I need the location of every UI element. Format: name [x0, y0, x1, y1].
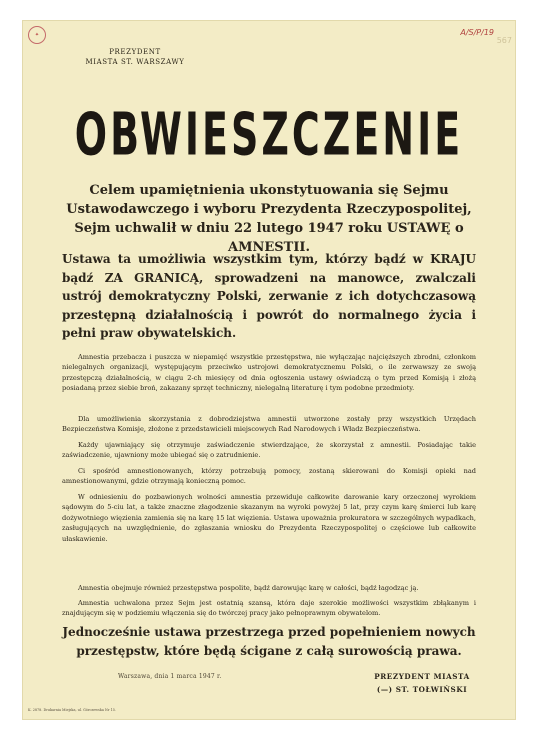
archive-stamp-icon: ✦ [28, 26, 46, 44]
body-paragraph-1: Amnestia przebacza i puszcza w niepamięć wszystkie przestępstwa, nie wyłączając najcięższych zbrodni, członkom nielegalnych organizacji, występującym przeciwko ustrojowi demokratycznemu Polski, o ile zerwawszy ze swoją przestępczą działalnością, w ciągu 2-ch miesięcy od dnia ogłoszenia ustawy oświadczą o tym przed Komisją i złożą posiadaną przez siebie broń, zakazany sprzęt techniczny, nielegalną literaturę i tym podobne przedmioty. [62, 353, 476, 393]
body-paragraph-4: Ci spośród amnestionowanych, którzy potrzebują pomocy, zostaną skierowani do Komisji opieki nad amnestionowanymi, gdzie otrzymają konieczną pomoc. [62, 467, 476, 486]
body-paragraph-3: Każdy ujawniający się otrzymuje zaświadczenie stwierdzające, że skorzystał z amnestii. Posiadając takie zaświadczenie, ujawniony może ubiegać się o zatrudnienie. [62, 441, 476, 460]
issue-date: Warszawa, dnia 1 marca 1947 r. [118, 673, 222, 680]
body-paragraph-5: W odniesieniu do pozbawionych wolności amnestia przewiduje całkowite darowanie kary orzeczonej wyrokiem sądowym do 5-ciu lat, a także znaczne złagodzenie skazanym na wyroki powyżej 5 lat, przy czym karę śmierci lub karę dożywotniego więzienia zamienia się na karę 15 lat więzienia. Ustawa upoważnia prokuratora w szczególnych wypadkach, zasługujących na uwzględnienie, do zgłaszania wniosku do Prezydenta Rzeczypospolitej o częściowe lub całkowite ułaskawienie. [62, 493, 476, 543]
intro-paragraph: Celem upamiętnienia ukonstytuowania się Sejmu Ustawodawczego i wyboru Prezydenta Rzeczypospolitej, Sejm uchwalił w dniu 22 lutego 1947 roku USTAWĘ o AMNESTII. [66, 183, 472, 255]
issuer-line-2: MIASTA ST. WARSZAWY [85, 58, 185, 66]
body-paragraph-2: Dla umożliwienia skorzystania z dobrodziejstwa amnestii utworzone zostały przy wszystkich Urzędach Bezpieczeństwa Komisje, złożone z przedstawicieli miejscowych Rad Narodowych i Władz Bezpieczeństwa. [62, 415, 476, 434]
issuer-header [80, 47, 190, 67]
closing-paragraph: Jednocześnie ustawa przestrzega przed popełnieniem nowych przestępstw, które będą ścigane z całą surowością prawa. [62, 625, 476, 658]
archive-number: 567 [496, 36, 512, 45]
body-paragraph-7: Amnestia uchwalona przez Sejm jest ostatnią szansą, która daje szerokie możliwości wszystkim zbłąkanym i znajdującym się w podziemiu włączenia się do twórczej pracy jako pełnoprawnym obywatelom. [62, 599, 476, 618]
signature-name: (—) ST. TOŁWIŃSKI [376, 685, 468, 694]
body-paragraph-6: Amnestia obejmuje również przestępstwa pospolite, bądź darowując karę w całości, bądź łagodząc ją. [78, 584, 419, 592]
archive-signature: A/S/P/19 [460, 28, 494, 37]
issuer-line-1: PREZYDENT [109, 48, 161, 56]
poster-sheet [22, 20, 516, 720]
printer-imprint: K. 2878. Drukarnia Miejska, ul. Górczewska Nr 15. [28, 708, 116, 712]
lead-paragraph: Ustawa ta umożliwia wszystkim tym, którzy bądź w KRAJU bądź ZA GRANICĄ, sprowadzeni na manowce, zwalczali ustrój demokratyczny Polski, zerwanie z ich dotychczasową przestępną działalnością i powrót do normalnego życia i pełni praw obywatelskich. [62, 252, 476, 340]
signature-title: PREZYDENT MIASTA [374, 672, 470, 681]
poster-title: OBWIESZCZENIE [74, 100, 464, 169]
signature-block [372, 670, 472, 696]
